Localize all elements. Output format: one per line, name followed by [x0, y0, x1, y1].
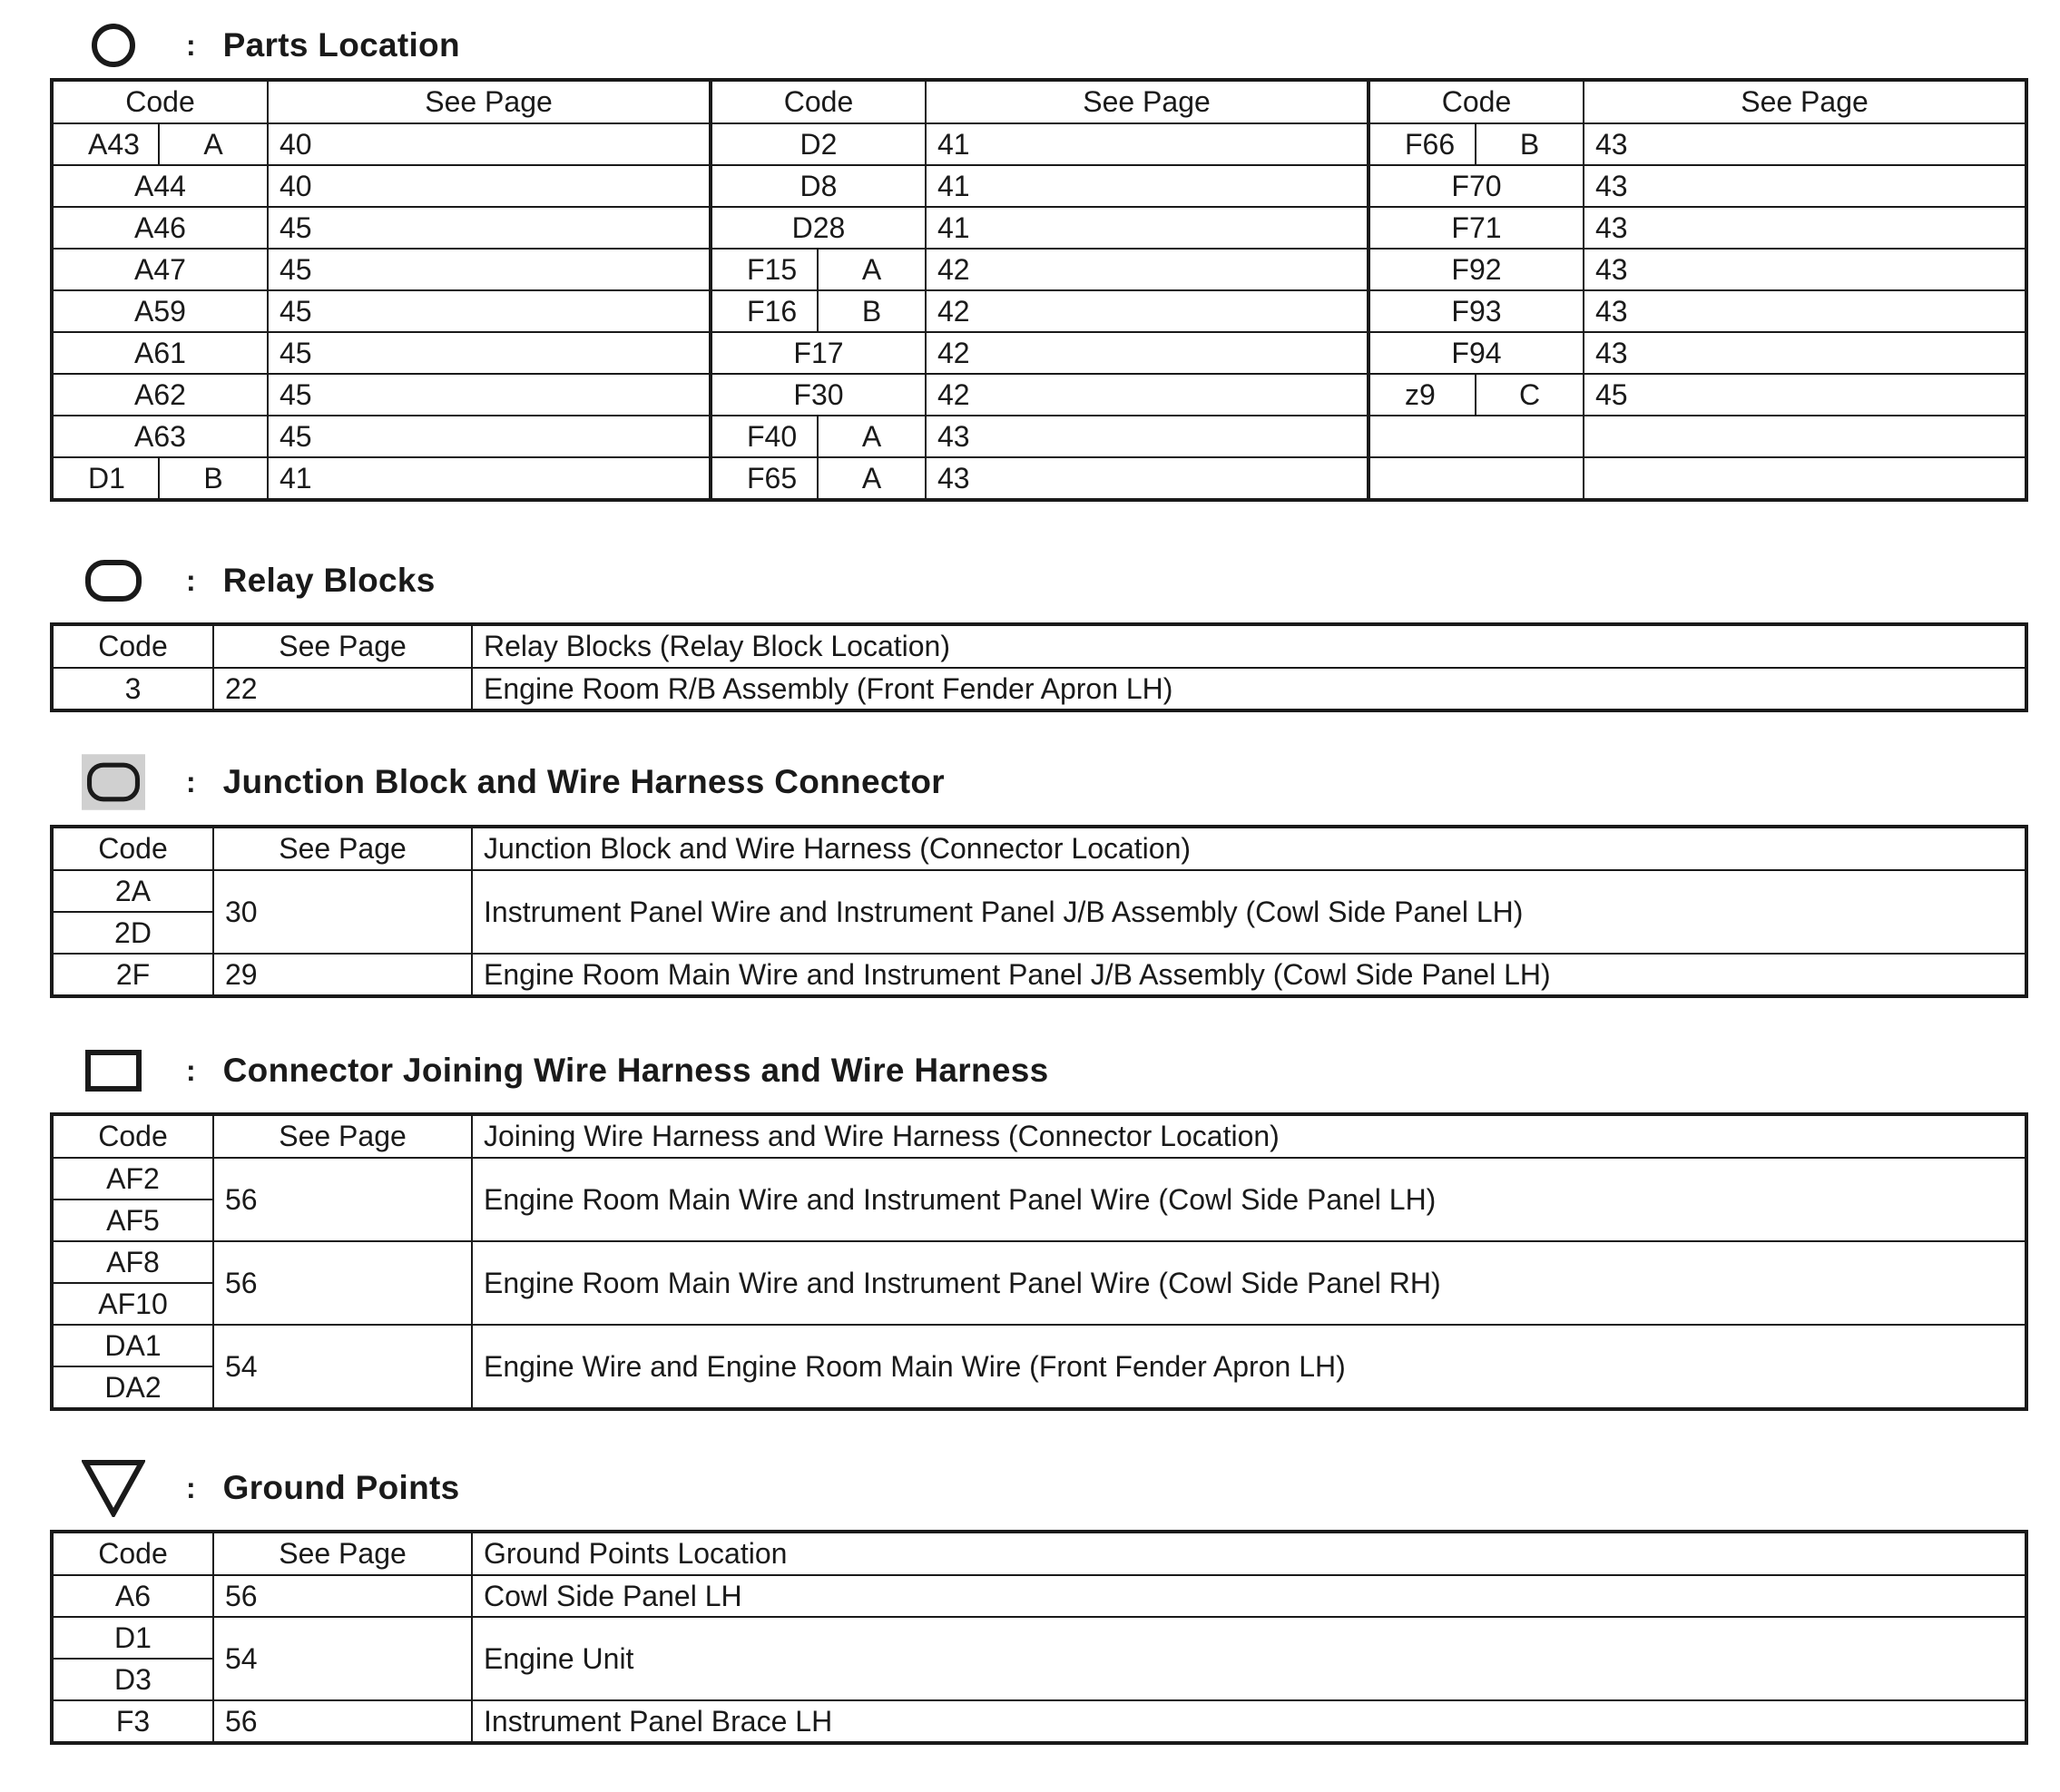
see-page-cell: 41 [268, 457, 711, 500]
relay-blocks-heading [82, 544, 436, 617]
code-cell: F71 [1368, 207, 1584, 249]
see-page-cell: 54 [213, 1617, 472, 1700]
code-cell: F30 [711, 374, 926, 416]
code-cell: A43 [52, 123, 159, 165]
sub-code-cell: B [1476, 123, 1584, 165]
location-cell: Engine Room Main Wire and Instrument Panel J/B Assembly (Cowl Side Panel LH) [472, 954, 2026, 996]
parts-location-table [50, 78, 2028, 502]
table-header-row [52, 624, 2026, 668]
colon: : [186, 1053, 196, 1087]
see-page-cell [1584, 457, 2026, 500]
junction-block-table [50, 825, 2028, 998]
colon: : [186, 1471, 196, 1504]
see-page-cell: 43 [1584, 207, 2026, 249]
header-code: Code [52, 80, 268, 123]
location-cell: Cowl Side Panel LH [472, 1575, 2026, 1617]
joining-connector-heading [82, 1034, 1049, 1107]
header-see-page: See Page [213, 827, 472, 870]
table-row [52, 1575, 2026, 1617]
see-page-cell: 42 [926, 332, 1368, 374]
section-title: Ground Points [222, 1469, 460, 1506]
location-cell: Engine Room R/B Assembly (Front Fender Apron LH) [472, 668, 2026, 710]
colon: : [186, 765, 196, 798]
table-row [52, 870, 2026, 912]
code-cell: A63 [52, 416, 268, 457]
code-cell: A59 [52, 290, 268, 332]
see-page-cell: 42 [926, 374, 1368, 416]
code-cell: AF8 [52, 1241, 213, 1283]
section-title: Parts Location [222, 26, 460, 64]
sub-code-cell: C [1476, 374, 1584, 416]
code-cell: AF5 [52, 1200, 213, 1241]
see-page-cell: 56 [213, 1158, 472, 1241]
see-page-cell: 56 [213, 1241, 472, 1325]
see-page-cell: 29 [213, 954, 472, 996]
table-row [52, 1158, 2026, 1200]
see-page-cell: 30 [213, 870, 472, 954]
header-see-page: See Page [213, 1114, 472, 1158]
see-page-cell: 45 [268, 207, 711, 249]
see-page-cell: 42 [926, 290, 1368, 332]
code-cell: D1 [52, 1617, 213, 1659]
header-see-page: See Page [213, 1532, 472, 1575]
see-page-cell: 22 [213, 668, 472, 710]
see-page-cell: 45 [268, 374, 711, 416]
see-page-cell: 56 [213, 1575, 472, 1617]
sub-code-cell: B [159, 457, 268, 500]
ground-points-table [50, 1530, 2028, 1745]
header-code: Code [711, 80, 926, 123]
code-cell: 2F [52, 954, 213, 996]
code-cell [1368, 416, 1584, 457]
header-code: Code [52, 624, 213, 668]
sub-code-cell: A [818, 249, 926, 290]
see-page-cell: 41 [926, 123, 1368, 165]
see-page-cell: 45 [268, 416, 711, 457]
sub-code-cell: A [818, 457, 926, 500]
sub-code-cell: A [159, 123, 268, 165]
code-cell: F92 [1368, 249, 1584, 290]
shaded-rounded-rect-icon [82, 750, 145, 814]
see-page-cell: 43 [1584, 290, 2026, 332]
code-cell: A62 [52, 374, 268, 416]
header-code: Code [52, 1532, 213, 1575]
ground-points-heading [82, 1452, 459, 1524]
sub-code-cell: B [818, 290, 926, 332]
colon: : [186, 563, 196, 597]
see-page-cell: 45 [1584, 374, 2026, 416]
code-cell: F16 [711, 290, 818, 332]
section-title: Relay Blocks [222, 562, 436, 599]
code-cell: F93 [1368, 290, 1584, 332]
square-icon [82, 1039, 145, 1102]
see-page-cell [1584, 416, 2026, 457]
parts-location-heading [82, 9, 460, 82]
location-cell: Engine Room Main Wire and Instrument Panel Wire (Cowl Side Panel LH) [472, 1158, 2026, 1241]
code-cell: F15 [711, 249, 818, 290]
junction-block-heading [82, 746, 945, 818]
table-row [52, 165, 2026, 207]
code-cell: D3 [52, 1659, 213, 1700]
code-cell: A61 [52, 332, 268, 374]
code-cell: A47 [52, 249, 268, 290]
location-cell: Instrument Panel Brace LH [472, 1700, 2026, 1743]
see-page-cell: 43 [1584, 332, 2026, 374]
code-cell: F70 [1368, 165, 1584, 207]
code-cell: F66 [1368, 123, 1476, 165]
table-row [52, 1617, 2026, 1659]
see-page-cell: 41 [926, 207, 1368, 249]
location-cell: Engine Unit [472, 1617, 2026, 1700]
see-page-cell: 45 [268, 290, 711, 332]
location-cell: Engine Wire and Engine Room Main Wire (Front Fender Apron LH) [472, 1325, 2026, 1409]
table-header-row [52, 1532, 2026, 1575]
header-code: Code [52, 827, 213, 870]
see-page-cell: 45 [268, 249, 711, 290]
see-page-cell: 41 [926, 165, 1368, 207]
code-cell: D2 [711, 123, 926, 165]
section-title: Junction Block and Wire Harness Connector [222, 763, 945, 800]
location-cell: Instrument Panel Wire and Instrument Panel J/B Assembly (Cowl Side Panel LH) [472, 870, 2026, 954]
table-row [52, 249, 2026, 290]
section-title: Connector Joining Wire Harness and Wire Harness [222, 1052, 1049, 1089]
triangle-down-icon [82, 1456, 145, 1520]
code-cell: 2D [52, 912, 213, 954]
location-cell: Engine Room Main Wire and Instrument Panel Wire (Cowl Side Panel RH) [472, 1241, 2026, 1325]
code-cell [1368, 457, 1584, 500]
code-cell: F40 [711, 416, 818, 457]
table-row [52, 1241, 2026, 1283]
see-page-cell: 43 [1584, 165, 2026, 207]
table-row [52, 1700, 2026, 1743]
code-cell: D8 [711, 165, 926, 207]
see-page-cell: 45 [268, 332, 711, 374]
code-cell: A6 [52, 1575, 213, 1617]
relay-blocks-table [50, 622, 2028, 712]
code-cell: 2A [52, 870, 213, 912]
table-header-row [52, 80, 2026, 123]
table-row [52, 954, 2026, 996]
table-row [52, 416, 2026, 457]
see-page-cell: 40 [268, 123, 711, 165]
header-code: Code [1368, 80, 1584, 123]
see-page-cell: 56 [213, 1700, 472, 1743]
rounded-rect-icon [82, 549, 145, 612]
header-location: Junction Block and Wire Harness (Connector Location) [472, 827, 2026, 870]
header-location: Joining Wire Harness and Wire Harness (Connector Location) [472, 1114, 2026, 1158]
table-row [52, 290, 2026, 332]
code-cell: D28 [711, 207, 926, 249]
see-page-cell: 43 [1584, 123, 2026, 165]
see-page-cell: 43 [1584, 249, 2026, 290]
code-cell: AF10 [52, 1283, 213, 1325]
code-cell: F17 [711, 332, 926, 374]
circle-icon [82, 14, 145, 77]
table-row [52, 123, 2026, 165]
table-header-row [52, 827, 2026, 870]
table-row [52, 1325, 2026, 1366]
code-cell: D1 [52, 457, 159, 500]
code-cell: 3 [52, 668, 213, 710]
header-code: Code [52, 1114, 213, 1158]
table-row [52, 457, 2026, 500]
see-page-cell: 42 [926, 249, 1368, 290]
code-cell: DA1 [52, 1325, 213, 1366]
joining-connector-table [50, 1112, 2028, 1411]
table-row [52, 332, 2026, 374]
header-see-page: See Page [1584, 80, 2026, 123]
table-row [52, 374, 2026, 416]
sub-code-cell: A [818, 416, 926, 457]
code-cell: DA2 [52, 1366, 213, 1409]
code-cell: F94 [1368, 332, 1584, 374]
header-location: Relay Blocks (Relay Block Location) [472, 624, 2026, 668]
code-cell: A44 [52, 165, 268, 207]
see-page-cell: 43 [926, 457, 1368, 500]
see-page-cell: 54 [213, 1325, 472, 1409]
table-row [52, 668, 2026, 710]
code-cell: F3 [52, 1700, 213, 1743]
code-cell: AF2 [52, 1158, 213, 1200]
table-row [52, 207, 2026, 249]
code-cell: F65 [711, 457, 818, 500]
header-location: Ground Points Location [472, 1532, 2026, 1575]
code-cell: z9 [1368, 374, 1476, 416]
see-page-cell: 43 [926, 416, 1368, 457]
table-header-row [52, 1114, 2026, 1158]
header-see-page: See Page [213, 624, 472, 668]
header-see-page: See Page [926, 80, 1368, 123]
header-see-page: See Page [268, 80, 711, 123]
see-page-cell: 40 [268, 165, 711, 207]
colon: : [186, 28, 196, 62]
code-cell: A46 [52, 207, 268, 249]
